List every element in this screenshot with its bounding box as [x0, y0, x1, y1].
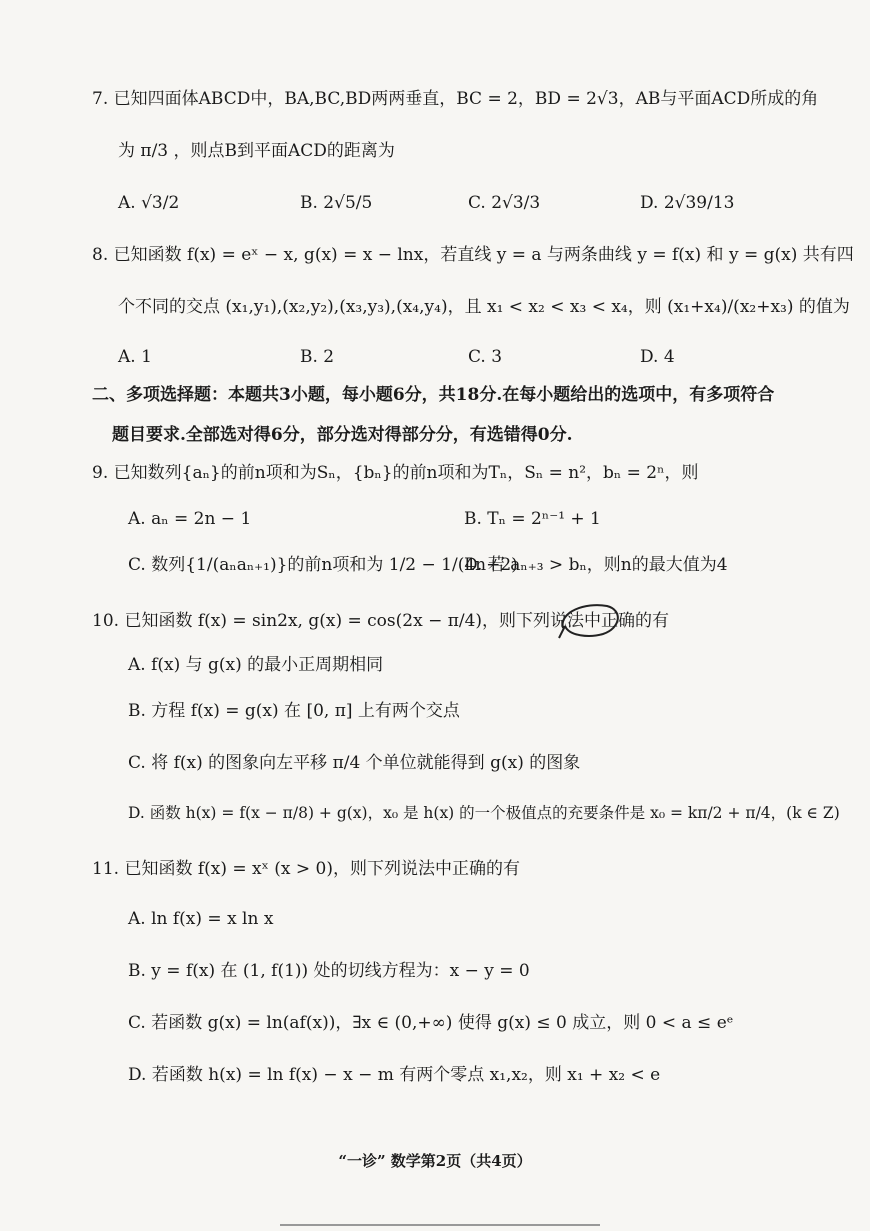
- q10-option-b: B. 方程 f(x) = g(x) 在 [0, π] 上有两个交点: [128, 701, 460, 721]
- q8-option-d: D. 4: [640, 347, 675, 367]
- q8-option-b: B. 2: [300, 347, 335, 367]
- q7-stem-line2: 为 π/3 ，则点B到平面ACD的距离为: [118, 141, 395, 161]
- q7-stem-line1: 7. 已知四面体ABCD中，BA,BC,BD两两垂直，BC = 2，BD = 2√3，AB与平面ACD所成的角: [92, 89, 819, 109]
- page-edge-divider: [280, 1224, 600, 1226]
- q8-stem-line2: 个不同的交点 (x₁,y₁),(x₂,y₂),(x₃,y₃),(x₄,y₄)，且 x₁ < x₂ < x₃ < x₄，则 (x₁+x₄)/(x₂+x₃) 的值为: [118, 297, 850, 317]
- q7-option-a: A. √3/2: [118, 193, 180, 213]
- q10-stem: 10. 已知函数 f(x) = sin2x, g(x) = cos(2x − π/4)，则下列说法中正确的有: [92, 611, 670, 631]
- section2-heading-line2: 题目要求.全部选对得6分，部分选对得部分分，有选错得0分.: [112, 425, 573, 445]
- q9-option-a: A. aₙ = 2n − 1: [128, 509, 252, 529]
- q11-option-b: B. y = f(x) 在 (1, f(1)) 处的切线方程为：x − y = 0: [128, 961, 530, 981]
- pen-circle-mark: [555, 598, 625, 642]
- q11-stem: 11. 已知函数 f(x) = xˣ (x > 0)，则下列说法中正确的有: [92, 859, 520, 879]
- q9-option-d: D. 若 aₙ₊₃ > bₙ，则n的最大值为4: [464, 555, 728, 575]
- q11-option-d: D. 若函数 h(x) = ln f(x) − x − m 有两个零点 x₁,x₂，则 x₁ + x₂ < e: [128, 1065, 661, 1085]
- q11-option-c: C. 若函数 g(x) = ln(af(x))，∃x ∈ (0,+∞) 使得 g(x) ≤ 0 成立，则 0 < a ≤ eᵉ: [128, 1013, 734, 1033]
- q7-option-d: D. 2√39/13: [640, 193, 735, 213]
- q10-option-a: A. f(x) 与 g(x) 的最小正周期相同: [128, 655, 384, 675]
- q9-option-b: B. Tₙ = 2ⁿ⁻¹ + 1: [464, 509, 601, 529]
- section2-heading-line1: 二、多项选择题：本题共3小题，每小题6分，共18分.在每小题给出的选项中，有多项符合: [92, 385, 775, 405]
- q7-option-b: B. 2√5/5: [300, 193, 373, 213]
- q10-option-c: C. 将 f(x) 的图象向左平移 π/4 个单位就能得到 g(x) 的图象: [128, 753, 581, 773]
- page-footer: “一诊” 数学第2页（共4页）: [338, 1152, 532, 1170]
- q10-option-d: D. 函数 h(x) = f(x − π/8) + g(x)，x₀ 是 h(x) 的一个极值点的充要条件是 x₀ = kπ/2 + π/4，(k ∈ Z): [128, 804, 840, 822]
- q11-option-a: A. ln f(x) = x ln x: [128, 909, 274, 929]
- q8-option-c: C. 3: [468, 347, 503, 367]
- q8-stem-line1: 8. 已知函数 f(x) = eˣ − x, g(x) = x − lnx，若直线 y = a 与两条曲线 y = f(x) 和 y = g(x) 共有四: [92, 245, 854, 265]
- q7-option-c: C. 2√3/3: [468, 193, 541, 213]
- q9-stem: 9. 已知数列{aₙ}的前n项和为Sₙ，{bₙ}的前n项和为Tₙ，Sₙ = n²，bₙ = 2ⁿ，则: [92, 463, 699, 483]
- q9-option-c: C. 数列{1/(aₙaₙ₊₁)}的前n项和为 1/2 − 1/(4n+2): [128, 555, 518, 575]
- q8-option-a: A. 1: [118, 347, 152, 367]
